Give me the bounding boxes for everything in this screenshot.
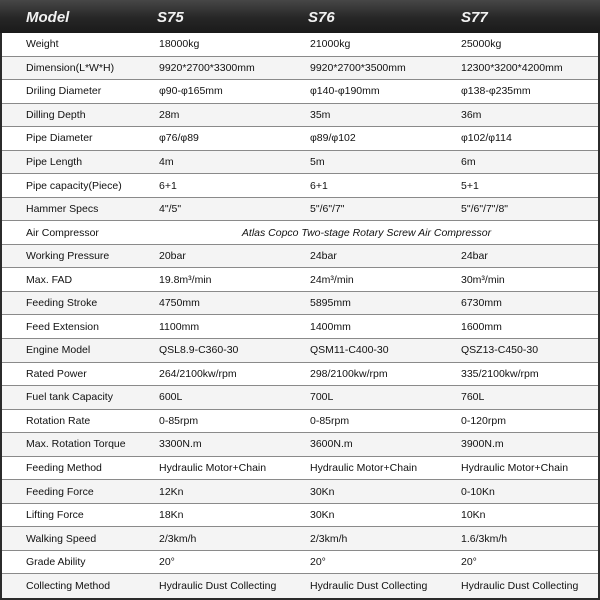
spec-label: Feed Extension bbox=[26, 320, 99, 333]
spec-label: Feeding Method bbox=[26, 462, 102, 474]
spec-value-s77: Hydraulic Dust Collecting bbox=[461, 580, 579, 593]
spec-value-s75: 6+1 bbox=[159, 179, 177, 192]
spec-value-s77: 335/2100kw/rpm bbox=[461, 367, 539, 380]
spec-value-s76: QSM11-C400-30 bbox=[310, 344, 389, 357]
header-model-s77: S77 bbox=[461, 9, 488, 26]
spec-value-s75: 0-85rpm bbox=[159, 414, 199, 427]
table-row bbox=[2, 221, 598, 245]
spec-value-s75: 12Kn bbox=[159, 485, 184, 498]
spec-value-s75: φ76/φ89 bbox=[159, 132, 199, 145]
spec-value-s76: 700L bbox=[310, 391, 334, 404]
spec-value-s75: 2/3km/h bbox=[159, 532, 197, 545]
spec-label: Collecting Method bbox=[26, 580, 111, 593]
spec-value-s77: 6m bbox=[461, 155, 476, 168]
spec-value-s76: 0-85rpm bbox=[310, 414, 350, 427]
spec-value-s77: φ138-φ235mm bbox=[461, 85, 531, 98]
spec-value-s76: 5"/6"/7" bbox=[310, 203, 345, 216]
spec-value-s77: 30m³/min bbox=[461, 273, 505, 286]
spec-label: Feeding Force bbox=[26, 485, 94, 498]
table-row bbox=[2, 363, 598, 387]
spec-label: Lifting Force bbox=[26, 509, 84, 522]
spec-value-s77: 36m bbox=[461, 108, 482, 121]
table-row bbox=[2, 245, 598, 269]
header-model-s75: S75 bbox=[157, 9, 184, 26]
table-row bbox=[2, 339, 598, 363]
table-row bbox=[2, 104, 598, 128]
table-row bbox=[2, 527, 598, 551]
spec-table bbox=[0, 33, 600, 600]
spec-value-s76: 35m bbox=[310, 108, 331, 121]
spec-value-s77: 12300*3200*4200mm bbox=[461, 61, 563, 74]
spec-value-s76: 24bar bbox=[310, 250, 337, 263]
spec-label: Fuel tank Capacity bbox=[26, 391, 113, 404]
table-row bbox=[2, 57, 598, 81]
spec-value-s76: 2/3km/h bbox=[310, 532, 348, 545]
spec-value-s75: 4750mm bbox=[159, 297, 200, 310]
spec-value-s75: 20° bbox=[159, 556, 175, 569]
spec-value-s76: 24m³/min bbox=[310, 273, 354, 286]
spec-value-s77: 1.6/3km/h bbox=[461, 532, 508, 545]
spec-value-s76: Hydraulic Motor+Chain bbox=[310, 462, 418, 474]
spec-label: Pipe Diameter bbox=[26, 132, 93, 145]
spec-value-s75: 20bar bbox=[159, 250, 186, 263]
spec-label: Working Pressure bbox=[26, 250, 110, 263]
spec-value-s75: Hydraulic Motor+Chain bbox=[159, 462, 267, 474]
spec-label: Rated Power bbox=[26, 367, 87, 380]
spec-value-s75: φ90-φ165mm bbox=[159, 85, 223, 98]
spec-value-s76: 21000kg bbox=[310, 38, 351, 51]
spec-value-s75: 264/2100kw/rpm bbox=[159, 367, 237, 380]
spec-value-s77: 3900N.m bbox=[461, 438, 504, 451]
spec-value-s77: 5"/6"/7"/8" bbox=[461, 203, 509, 216]
table-row bbox=[2, 127, 598, 151]
spec-value-s75: 28m bbox=[159, 108, 180, 121]
spec-value-s76: 20° bbox=[310, 556, 326, 569]
spec-value-s77: 24bar bbox=[461, 250, 488, 263]
spec-label: Walking Speed bbox=[26, 532, 97, 545]
header-model-label: Model bbox=[26, 9, 70, 26]
spec-value-s76: 6+1 bbox=[310, 179, 328, 192]
header-model-s76: S76 bbox=[308, 9, 335, 26]
table-row bbox=[2, 268, 598, 292]
spec-value-s76: 30Kn bbox=[310, 509, 335, 522]
table-row bbox=[2, 292, 598, 316]
spec-value-s76: 9920*2700*3500mm bbox=[310, 61, 406, 74]
spec-value-s75: 18000kg bbox=[159, 38, 200, 51]
spec-value-s76: 30Kn bbox=[310, 485, 335, 498]
table-row bbox=[2, 80, 598, 104]
spec-value-s77: 6730mm bbox=[461, 297, 502, 310]
spec-value-s75: 4m bbox=[159, 155, 174, 168]
spec-value-s75: 3300N.m bbox=[159, 438, 202, 451]
spec-value-s77: QSZ13-C450-30 bbox=[461, 344, 539, 357]
table-row bbox=[2, 504, 598, 528]
spec-value-s77: 5+1 bbox=[461, 179, 479, 192]
spec-value-s76: 5m bbox=[310, 155, 325, 168]
spec-value-s75: 9920*2700*3300mm bbox=[159, 61, 255, 74]
spec-value-s75: Hydraulic Dust Collecting bbox=[159, 580, 277, 593]
table-row bbox=[2, 386, 598, 410]
spec-value-s77: 760L bbox=[461, 391, 485, 404]
table-row bbox=[2, 410, 598, 434]
spec-value-s76: 5895mm bbox=[310, 297, 351, 310]
spec-value-s77: 10Kn bbox=[461, 509, 486, 522]
spec-value-s75: 19.8m³/min bbox=[159, 273, 212, 286]
spec-label: Hammer Specs bbox=[26, 203, 99, 216]
spec-label: Pipe capacity(Piece) bbox=[26, 179, 122, 192]
spec-label: Grade Ability bbox=[26, 556, 86, 569]
table-row bbox=[2, 151, 598, 175]
spec-label: Max. FAD bbox=[26, 273, 73, 286]
spec-label: Dilling Depth bbox=[26, 108, 86, 121]
spec-value-s75: 18Kn bbox=[159, 509, 184, 522]
spec-value-s76: Hydraulic Dust Collecting bbox=[310, 580, 428, 593]
spec-label: Driling Diameter bbox=[26, 85, 102, 98]
spec-value-s76: 298/2100kw/rpm bbox=[310, 367, 388, 380]
spec-value-s75: QSL8.9-C360-30 bbox=[159, 344, 239, 357]
spec-label: Feeding Stroke bbox=[26, 297, 98, 310]
spec-label: Weight bbox=[26, 38, 59, 51]
spec-value-s76: 3600N.m bbox=[310, 438, 353, 451]
spec-value-s77: 25000kg bbox=[461, 38, 502, 51]
table-row bbox=[2, 315, 598, 339]
spec-value-s75: 1100mm bbox=[159, 320, 200, 333]
table-row bbox=[2, 198, 598, 222]
spec-value-s77: 0-10Kn bbox=[461, 485, 495, 498]
spec-value-s77: 20° bbox=[461, 556, 477, 569]
table-row bbox=[2, 574, 598, 598]
spec-label: Dimension(L*W*H) bbox=[26, 61, 115, 74]
spec-value-s77: 0-120rpm bbox=[461, 414, 506, 427]
spec-value-s76: φ89/φ102 bbox=[310, 132, 356, 145]
spec-value-s75: 4"/5" bbox=[159, 203, 182, 216]
table-row bbox=[2, 433, 598, 457]
spec-value-shared: Atlas Copco Two-stage Rotary Screw Air Compressor bbox=[241, 226, 492, 239]
spec-value-s77: 1600mm bbox=[461, 320, 502, 333]
spec-label: Max. Rotation Torque bbox=[26, 438, 126, 451]
spec-label: Engine Model bbox=[26, 344, 91, 357]
spec-value-s77: φ102/φ114 bbox=[461, 132, 512, 145]
spec-value-s76: φ140-φ190mm bbox=[310, 85, 380, 98]
spec-label: Pipe Length bbox=[26, 155, 83, 168]
spec-label: Rotation Rate bbox=[26, 414, 91, 427]
table-header bbox=[0, 0, 600, 33]
table-row bbox=[2, 551, 598, 575]
spec-value-s76: 1400mm bbox=[310, 320, 351, 333]
spec-value-s77: Hydraulic Motor+Chain bbox=[461, 462, 569, 474]
table-row bbox=[2, 174, 598, 198]
spec-label: Air Compressor bbox=[26, 226, 99, 239]
table-row bbox=[2, 480, 598, 504]
table-row bbox=[2, 33, 598, 57]
spec-value-s75: 600L bbox=[159, 391, 183, 404]
table-row bbox=[2, 457, 598, 481]
